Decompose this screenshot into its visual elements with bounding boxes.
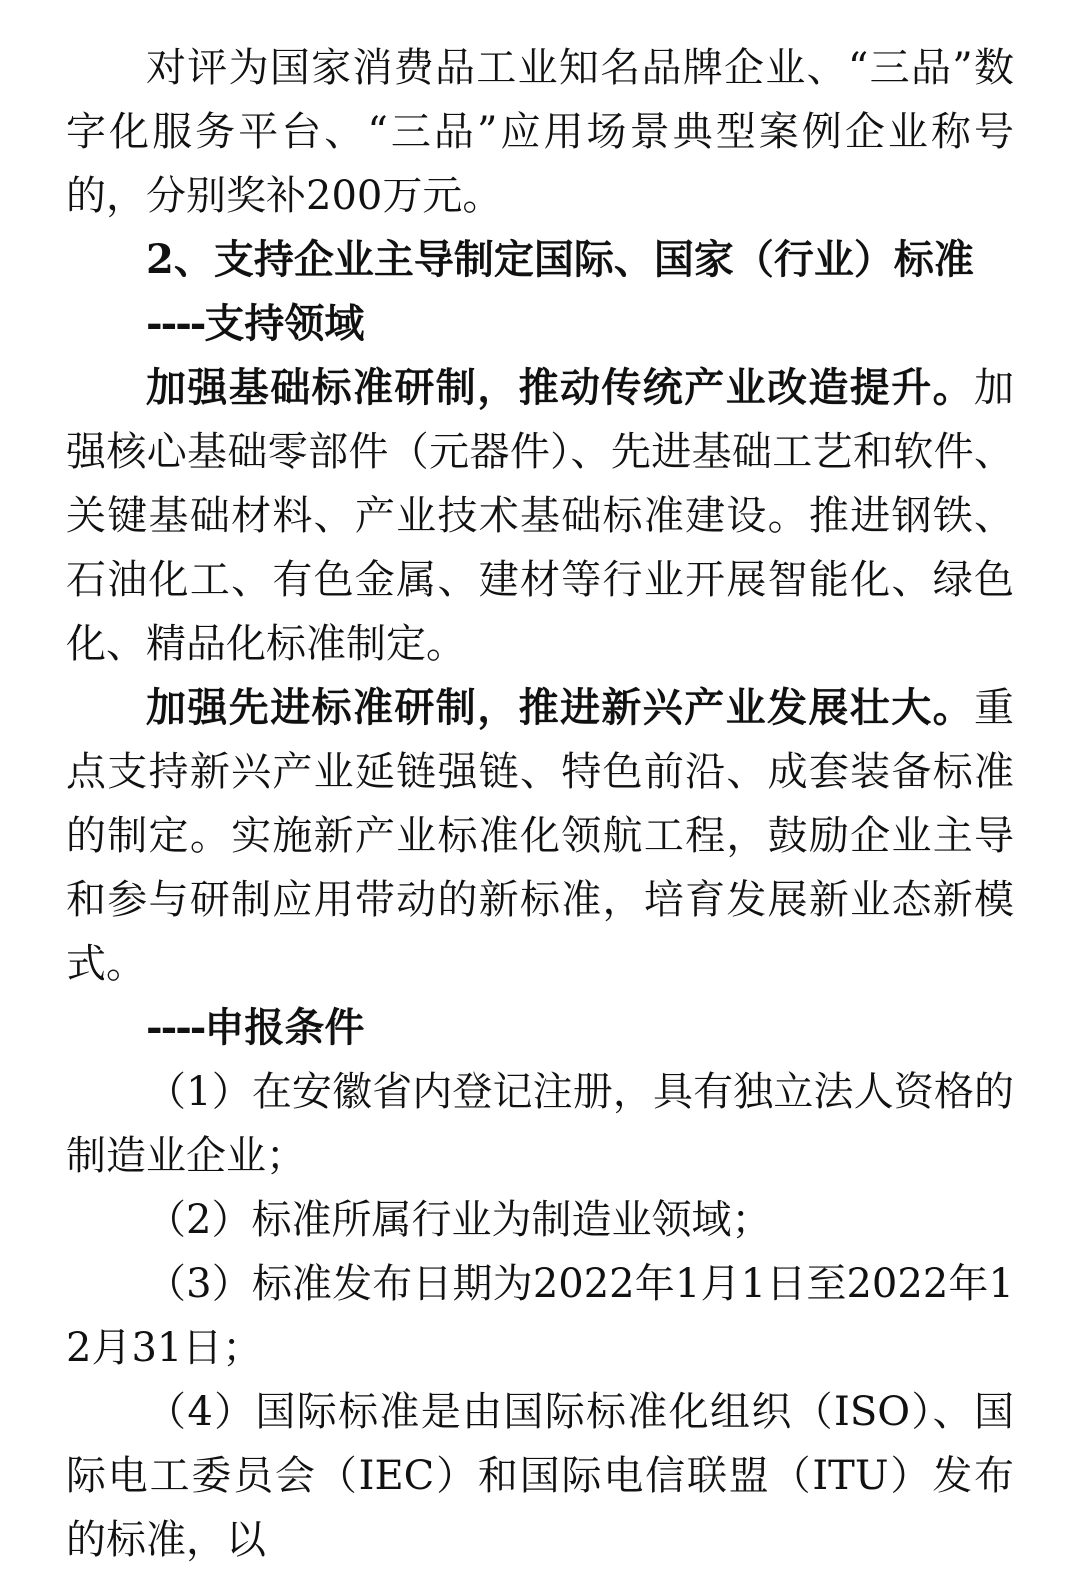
paragraph-basic-standards: [66, 356, 1014, 676]
condition-2: （2）标准所属行业为制造业领域；: [146, 1197, 772, 1243]
condition-4: （4）国际标准是由国际标准化组织（ISO）、国际电工委员会（IEC）和国际电信联盟（ITU）发布的标准，以: [66, 1389, 1014, 1563]
heading-text: 申报条件: [204, 1004, 365, 1051]
heading-dash: ----: [146, 1004, 205, 1051]
paragraph-award: 对评为国家消费品工业知名品牌企业、“三品”数字化服务平台、“三品”应用场景典型案例企业称号的，分别奖补200万元。: [66, 45, 1014, 219]
document-page: [66, 0, 1014, 1563]
heading-text: 支持领域: [204, 300, 365, 347]
section-heading-standards: 2、支持企业主导制定国际、国家（行业）标准: [146, 236, 974, 283]
condition-1: （1）在安徽省内登记注册，具有独立法人资格的制造业企业；: [66, 1069, 1014, 1179]
paragraph-body: 重点支持新兴产业延链强链、特色前沿、成套装备标准的制定。实施新产业标准化领航工程，鼓励企业主导和参与研制应用带动的新标准，培育发展新业态新模式。: [66, 685, 1014, 987]
paragraph-lead: 加强基础标准研制，推动传统产业改造提升。: [146, 364, 974, 411]
subheading-conditions: [66, 996, 1014, 1060]
paragraph-advanced-standards: [66, 676, 1014, 996]
paragraph-lead: 加强先进标准研制，推进新兴产业发展壮大。: [146, 684, 974, 731]
condition-3: （3）标准发布日期为2022年1月1日至2022年12月31日；: [66, 1261, 1014, 1371]
heading-dash: ----: [146, 300, 205, 347]
subheading-support-field: [66, 292, 1014, 356]
paragraph-body: 加强核心基础零部件（元器件）、先进基础工艺和软件、关键基础材料、产业技术基础标准建设。推进钢铁、石油化工、有色金属、建材等行业开展智能化、绿色化、精品化标准制定。: [66, 365, 1014, 667]
